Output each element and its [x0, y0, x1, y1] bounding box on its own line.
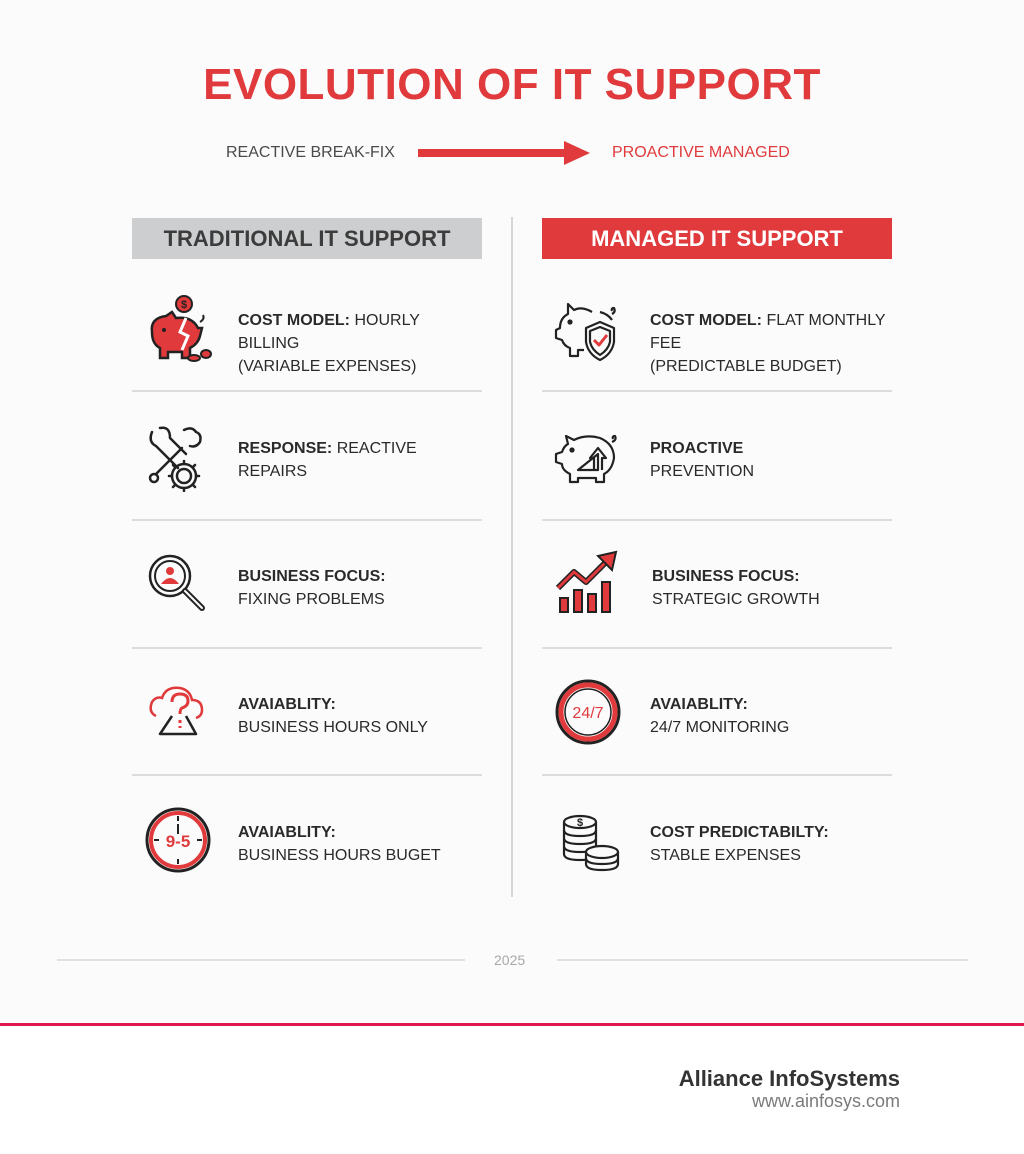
row-divider — [132, 774, 482, 776]
row-value-detail: STRATEGIC GROWTH — [652, 591, 820, 608]
svg-text:$: $ — [576, 817, 584, 829]
row-value-detail: (PREDICTABLE BUDGET) — [650, 358, 842, 375]
row-label: COST PREDICTABILTY: — [650, 824, 829, 841]
traditional-row-response — [132, 393, 482, 520]
svg-text:9-5: 9-5 — [165, 832, 191, 851]
row-value-detail: PREVENTION — [650, 463, 755, 480]
row-divider — [542, 390, 892, 392]
row-label: COST MODEL: — [650, 312, 762, 329]
year-divider-left — [57, 959, 465, 961]
traditional-header: TRADITIONAL IT SUPPORT — [132, 218, 482, 259]
row-label: BUSINESS FOCUS: — [652, 568, 800, 585]
row-label: AVAIABLITY: — [650, 696, 748, 713]
traditional-row-availability — [132, 649, 482, 776]
row-value: REACTIVE — [336, 440, 417, 457]
row-value-detail: (VARIABLE EXPENSES) — [238, 358, 417, 375]
center-divider — [511, 217, 513, 897]
svg-text:$: $ — [180, 299, 188, 311]
company-url[interactable]: www.ainfosys.com — [751, 1091, 900, 1111]
evolution-to-label: PROACTIVE MANAGED — [612, 144, 790, 161]
year-label: 2025 — [494, 952, 526, 968]
row-divider — [542, 774, 892, 776]
row-label: BUSINESS FOCUS: — [238, 568, 386, 585]
evolution-from-label: REACTIVE BREAK-FIX — [226, 144, 395, 161]
wrench-gear-icon — [142, 420, 214, 492]
right-arrow-icon — [418, 140, 590, 166]
piggy-bank-shield-icon — [552, 292, 624, 364]
broken-piggy-bank-icon — [142, 292, 214, 364]
traditional-row-availability-hours — [132, 777, 482, 904]
cloud-question-icon — [142, 676, 214, 748]
row-value-detail: BUSINESS HOURS BUGET — [238, 847, 441, 864]
row-value-detail: 24/7 MONITORING — [650, 719, 790, 736]
row-label: RESPONSE: — [238, 440, 333, 457]
row-value-detail: BUSINESS HOURS ONLY — [238, 719, 428, 736]
row-value: HOURLY BILLING — [238, 312, 420, 352]
page-title: EVOLUTION OF IT SUPPORT — [203, 60, 821, 109]
24-7-badge-icon — [552, 676, 624, 748]
coin-stack-icon — [552, 804, 624, 876]
row-label: COST MODEL: — [238, 312, 350, 329]
row-value: FLAT MONTHLY FEE — [650, 312, 886, 352]
managed-row-availability — [542, 649, 892, 776]
row-value-detail: REPAIRS — [238, 463, 308, 480]
traditional-row-business-focus — [132, 521, 482, 648]
svg-text:24/7: 24/7 — [572, 705, 604, 722]
growth-chart-icon — [552, 548, 624, 620]
managed-row-cost-predictability — [542, 777, 892, 904]
year-divider-right — [557, 959, 968, 961]
row-label: AVAIABLITY: — [238, 824, 336, 841]
company-name: Alliance InfoSystems — [678, 1066, 900, 1091]
managed-row-cost-model — [542, 265, 892, 392]
row-value-detail: STABLE EXPENSES — [650, 847, 801, 864]
traditional-row-cost-model — [132, 265, 482, 392]
clock-9-5-icon — [142, 804, 214, 876]
row-divider — [132, 390, 482, 392]
managed-row-business-focus — [542, 521, 892, 648]
piggy-bank-growth-icon — [552, 420, 624, 492]
row-label: AVAIABLITY: — [238, 696, 336, 713]
row-value-detail: FIXING PROBLEMS — [238, 591, 385, 608]
managed-row-proactive — [542, 393, 892, 520]
row-label: PROACTIVE — [650, 440, 744, 457]
managed-header: MANAGED IT SUPPORT — [542, 218, 892, 259]
magnifier-person-icon — [142, 548, 214, 620]
